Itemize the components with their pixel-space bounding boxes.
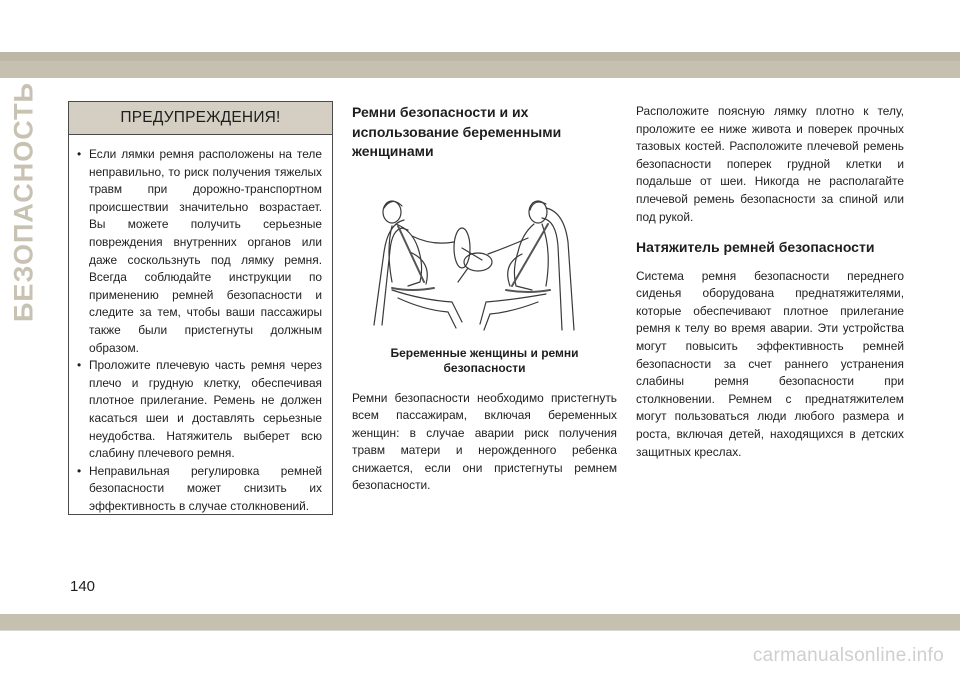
top-band-bar bbox=[0, 61, 960, 78]
belt-routing-section bbox=[636, 103, 904, 461]
pregnant-seatbelt-illustration bbox=[362, 190, 592, 335]
pregnant-section bbox=[352, 103, 617, 495]
warning-box bbox=[68, 101, 333, 515]
belt-routing-text: Расположите поясную лямку плотно к телу, проложите ее ниже живота и поверек прочных тазовых костей. Расположите плечевой ремень безопасности поперек грудной клетки и подальше от шеи. Никогда не располагайте плечевой ремень безопасности за спиной или под рукой. bbox=[636, 104, 904, 224]
pregnant-heading: Ремни безопасности и их использование беременными женщинами bbox=[352, 104, 562, 159]
footer-divider bbox=[0, 630, 960, 631]
pretensioner-heading: Натяжитель ремней безопасности bbox=[636, 239, 875, 256]
warning-title: ПРЕДУПРЕЖДЕНИЯ! bbox=[69, 102, 332, 135]
pregnant-text: Ремни безопасности необходимо пристегнуть всем пассажирам, включая беременных женщин: в случае аварии риск получения травм матери и нерожденного ребенка снижается, если они пристегнуты ремнем безопасности. bbox=[352, 390, 617, 493]
page-number: 140 bbox=[70, 578, 96, 595]
top-band bbox=[0, 0, 960, 64]
warning-item: • Неправильная регулировка ремней безопасности может снизить их эффективность в случае столкновений. bbox=[89, 463, 322, 516]
section-title: БЕЗОПАСНОСТЬ bbox=[8, 82, 39, 322]
pretensioner-text: Система ремня безопасности переднего сиденья оборудована преднатяжителями, которые обеспечивают плотное прилегание ремня к телу во время аварии. Эти устройства могут повысить эффективность ремней безопасности за счет раннего устранения слабины ремня безопасности при столкновении. Ремнем с преднатяжителем могут пользоваться люди любого размера и роста, включая детей, находящихся в детских защитных креслах. bbox=[636, 268, 904, 459]
top-band-stripe bbox=[0, 52, 960, 61]
warning-item: • Проложите плечевую часть ремня через плечо и грудную клетку, обеспечивая плотное прилегание. Ремень не должен касаться шеи и доставлять серьезные неудобства. Натяжитель выберет всю слабину плечевого ремня. bbox=[89, 357, 322, 463]
section-sidebar bbox=[0, 82, 48, 322]
figure-caption: Беременные женщины и ремни безопасности bbox=[390, 345, 579, 375]
watermark: carmanualsonline.info bbox=[752, 645, 944, 666]
bottom-band bbox=[0, 614, 960, 630]
warning-item: • Если лямки ремня расположены на теле неправильно, то риск получения тяжелых травм при дорожно-транспортном происшествии значительно возрастает. Вы можете получить серьезные повреждения внутренних органов или даже соскользнуть под лямку ремня. Всегда соблюдайте инструкции по применению ремней безопасности и следите за тем, чтобы ваши пассажиры также были пристегнуты должным образом. bbox=[89, 146, 322, 357]
warning-list bbox=[69, 135, 332, 515]
